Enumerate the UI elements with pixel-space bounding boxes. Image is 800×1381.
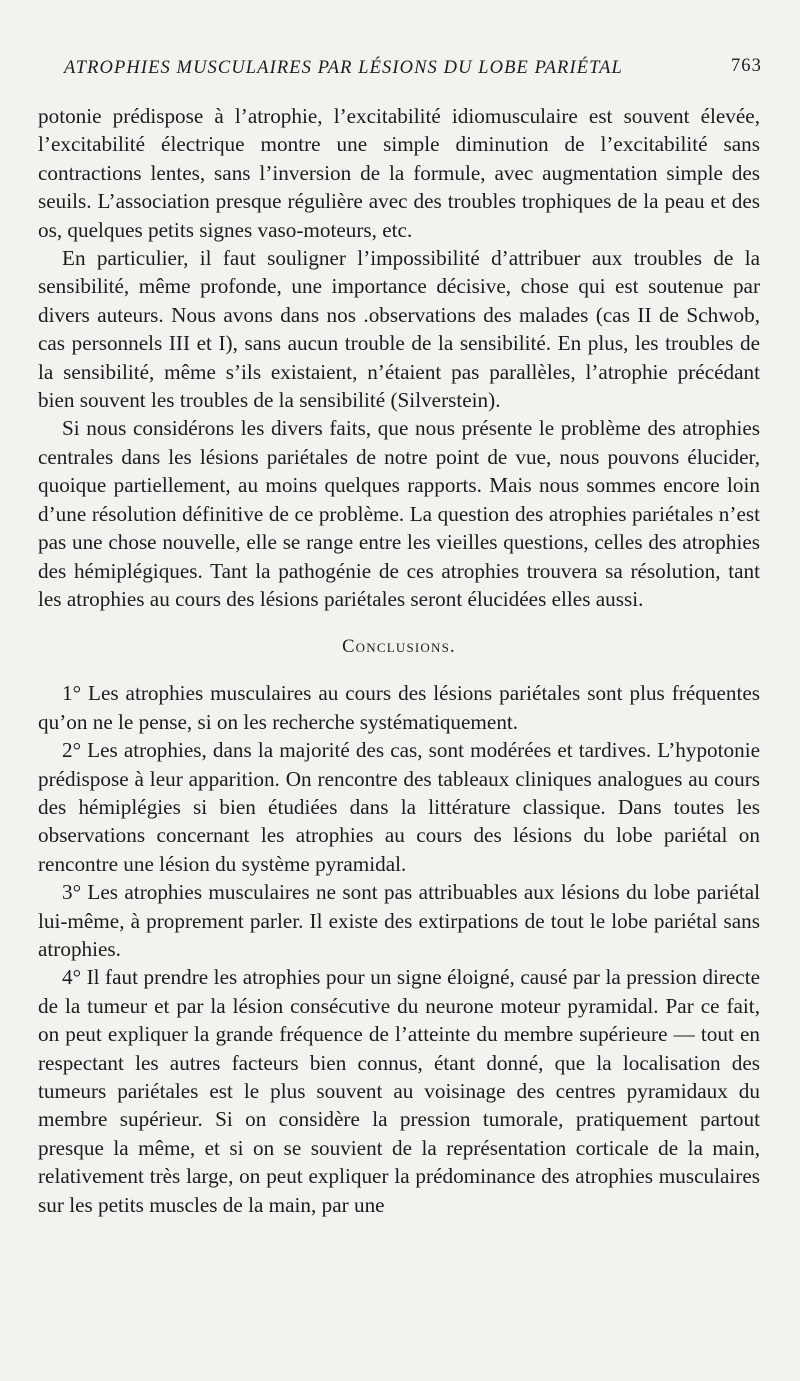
- paragraph-continued: potonie prédispose à l’atrophie, l’excitabilité idiomusculaire est souvent élevée, l’excitabilité électrique montre une simple diminution de l’excitabilité sans contractions lentes, sans l’inversion de la formule, avec augmentation simple des seuils. L’association presque régulière avec des troubles trophiques de la peau et des os, quelques petits signes vaso-moteurs, etc.: [38, 104, 760, 242]
- conclusions-heading: Conclusions.: [342, 637, 456, 658]
- conclusion-item: 2° Les atrophies, dans la majorité des cas, sont modérées et tardives. L’hypotonie prédispose à leur apparition. On rencontre des tableaux cliniques analogues au cours des hémiplégies si bien étudiées dans la littérature classique. Dans toutes les observations concernant les atrophies au cours des lésions du lobe pariétal on rencontre une lésion du système pyramidal.: [38, 738, 760, 876]
- page-number: 763: [730, 56, 762, 76]
- paragraph: En particulier, il faut souligner l’impossibilité d’attribuer aux troubles de la sensibilité, même profonde, une importance décisive, chose qui est soutenue par divers auteurs. Nous avons dans nos .observations des malades (cas II de Schwob, cas personnels III et I), sans aucun trouble de la sensibilité. En plus, les troubles de la sensibilité, même s’ils existaient, n’étaient pas parallèles, l’atrophie précédant bien souvent les troubles de la sensibilité (Silverstein).: [38, 246, 760, 413]
- conclusion-item: 3° Les atrophies musculaires ne sont pas attribuables aux lésions du lobe pariétal lui-même, à proprement parler. Il existe des extirpations de tout le lobe pariétal sans atrophies.: [38, 880, 760, 961]
- conclusion-item: 4° Il faut prendre les atrophies pour un signe éloigné, causé par la pression directe de la tumeur et par la lésion consécutive du neurone moteur pyramidal. Par ce fait, on peut expliquer la grande fréquence de l’atteinte du membre supérieure — tout en respectant les autres facteurs bien connus, étant donné, que la localisation des tumeurs pariétales est le plus souvent au voisinage des centres pyramidaux du membre supérieur. Si on considère la pression tumorale, pratiquement partout presque la même, et si on se souvient de la représentation corticale de la main, relativement très large, on peut expliquer la prédominance des atrophies musculaires sur les petits muscles de la main, par une: [38, 965, 760, 1217]
- running-header: [38, 48, 760, 84]
- conclusion-item: 1° Les atrophies musculaires au cours des lésions pariétales sont plus fréquentes qu’on ne le pense, si on les recherche systématiquement.: [38, 681, 760, 734]
- body-text: [38, 102, 760, 1219]
- running-title: ATROPHIES MUSCULAIRES PAR LÉSIONS DU LOBE PARIÉTAL: [64, 58, 623, 78]
- paragraph: Si nous considérons les divers faits, que nous présente le problème des atrophies centrales dans les lésions pariétales de notre point de vue, nous pouvons élucider, quoique partiellement, au moins quelques rapports. Mais nous sommes encore loin d’une résolution définitive de ce problème. La question des atrophies pariétales n’est pas une chose nouvelle, elle se range entre les vieilles questions, celles des atrophies des hémiplégiques. Tant la pathogénie de ces atrophies trouvera sa résolution, tant les atrophies au cours des lésions pariétales seront élucidées elles aussi.: [38, 416, 760, 611]
- conclusions-list: [38, 679, 760, 1219]
- book-page: [38, 48, 760, 1219]
